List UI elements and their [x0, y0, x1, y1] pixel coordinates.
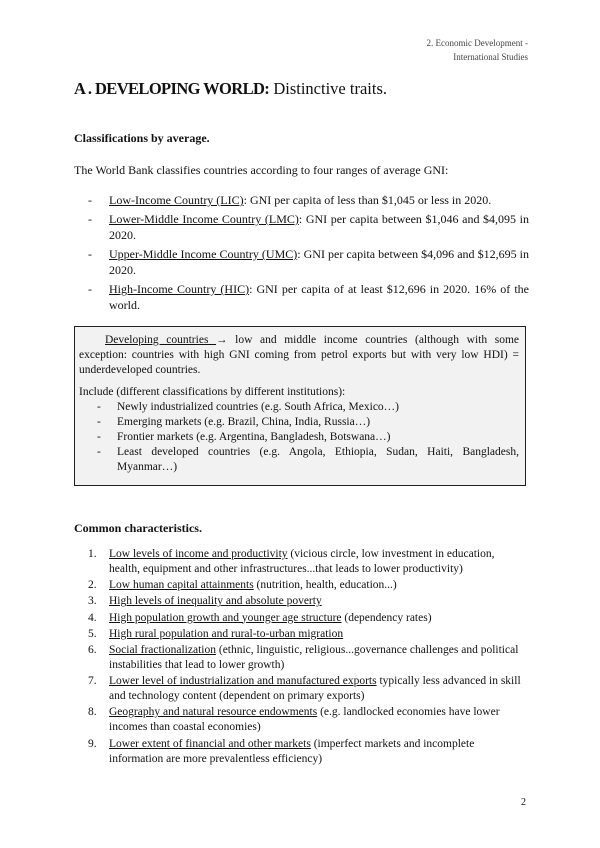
list-item-term: Lower-Middle Income Country (LMC) [109, 212, 299, 226]
list-number: 8. [88, 706, 97, 719]
list-item-desc: : GNI per capita of at least $12,696 in 2020. 16% of the world. [109, 282, 529, 312]
list-item-term: Lower level of industrialization and manufactured exports [109, 675, 377, 688]
list-item-desc: (ethnic, linguistic, religious...governance challenges and political instabilities that lead to lower growth) [109, 643, 519, 671]
list-number: 4. [88, 611, 97, 624]
list-item [88, 627, 528, 642]
classifications-intro: The World Bank classifies countries according to four ranges of average GNI: [74, 163, 449, 177]
characteristics-list [88, 547, 528, 768]
list-number: 5. [88, 627, 97, 640]
box-list [97, 400, 519, 475]
list-item [88, 705, 528, 735]
list-number: 9. [88, 737, 97, 750]
list-item-term: High levels of inequality and absolute poverty [109, 595, 322, 608]
list-item-desc: : GNI per capita between $1,046 and $4,095 in 2020. [109, 212, 529, 242]
list-item-desc: (nutrition, health, education...) [253, 579, 397, 592]
list-item-term: High population growth and younger age structure [109, 611, 342, 624]
list-item-desc: : GNI per capita between $4,096 and $12,695 in 2020. [109, 247, 529, 277]
list-item-desc: typically less advanced in skill and technology content (dependent on primary exports) [109, 675, 521, 703]
list-item [88, 547, 528, 577]
characteristics-heading: Common characteristics. [74, 521, 202, 535]
classifications-heading: Classifications by average. [74, 131, 210, 145]
header-line-2: International Studies [453, 52, 528, 62]
list-item [88, 211, 529, 243]
list-item: - Newly industrialized countries (e.g. South Africa, Mexico…) [97, 400, 519, 415]
list-item-term: Low human capital attainments [109, 579, 254, 592]
list-item-tail: less efficiency) [252, 752, 323, 765]
box-definition [79, 333, 519, 378]
list-item-desc: (e.g. landlocked economies have lower incomes than coastal economies) [109, 706, 500, 734]
page-title [74, 79, 387, 99]
list-item-desc: (dependency rates) [341, 611, 432, 624]
page-number: 2 [521, 797, 526, 808]
list-number: 1. [88, 548, 97, 560]
list-item [88, 281, 529, 313]
list-item-term: High rural population and rural-to-urban migration [109, 627, 344, 640]
list-item [88, 611, 528, 626]
header-line-1: 2. Economic Development - [426, 38, 528, 48]
list-item-term: Low-Income Country (LIC) [109, 193, 244, 207]
list-item-desc: (vicious circle, low investment in education, health, equipment and other infrastructures...that leads to lower productivity) [109, 548, 495, 575]
list-number: 6. [88, 643, 97, 656]
list-item-desc: : GNI per capita of less than $1,045 or less in 2020. [243, 193, 492, 207]
list-item [88, 737, 528, 767]
list-item-term: Upper-Middle Income Country (UMC) [109, 247, 298, 261]
list-item: - Frontier markets (e.g. Argentina, Bangladesh, Botswana…) [97, 430, 519, 445]
title-subtitle: Distinctive traits. [273, 79, 387, 98]
list-item-term: Low levels of income and productivity [109, 548, 288, 560]
list-item-term: High-Income Country (HIC) [109, 282, 250, 296]
list-item: - Emerging markets (e.g. Brazil, China, India, Russia…) [97, 415, 519, 430]
developing-countries-box [74, 326, 526, 486]
list-item-term: Social fractionalization [109, 643, 216, 656]
box-term: Developing countries [105, 334, 217, 346]
list-item-term: Lower extent of financial and other markets [109, 737, 311, 750]
list-item-term: Geography and natural resource endowments [109, 706, 318, 719]
list-item-desc: (imperfect markets and incomplete information are more prevalent [109, 737, 475, 765]
list-item [88, 594, 528, 609]
running-header [427, 36, 528, 64]
list-item [88, 246, 529, 278]
box-desc: low and middle income countries (although with some exception: countries with high GNI coming from petrol exports but with very low HDI) = underdeveloped countries. [79, 334, 519, 376]
list-number: 7. [88, 675, 97, 688]
income-classification-list [88, 192, 529, 316]
list-number: 2. [88, 579, 97, 592]
list-item: - Least developed countries (e.g. Angola, Ethiopia, Sudan, Haiti, Bangladesh, Myanmar…) [97, 445, 519, 475]
title-bold: A . DEVELOPING WORLD: [74, 79, 270, 98]
list-item [88, 674, 528, 704]
list-number: 3. [88, 595, 97, 608]
spacer [79, 378, 519, 385]
box-include: Include (different classifications by different institutions): [79, 386, 346, 398]
list-item [88, 578, 528, 593]
list-item [88, 643, 528, 673]
list-item [88, 192, 529, 208]
arrow-icon: → [216, 334, 228, 346]
